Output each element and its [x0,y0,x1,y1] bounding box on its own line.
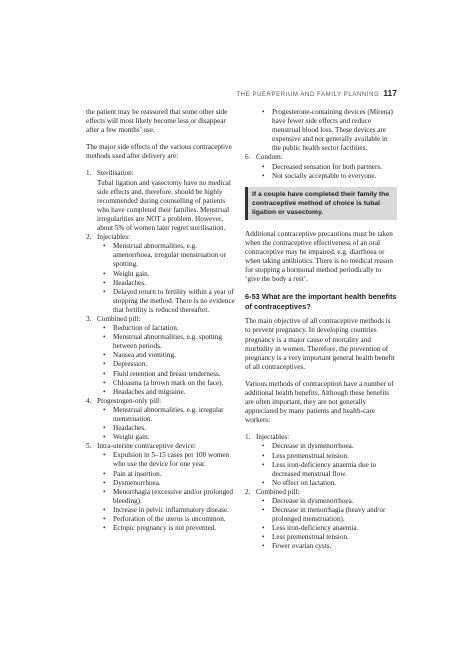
item-title: Progestogen-only pill: [97,396,162,405]
bullet-list [97,324,236,397]
numbered-item [86,233,236,315]
lead-paragraph: The major side effects of the various contraceptive methods used after delivery are: [86,143,232,161]
bullet-list [256,497,397,552]
bullet-item: • Fluid retention and breast tenderness. [97,370,236,379]
bullet-item: • Decrease in menorrhagia (heavy and/or prolonged menstruation). [256,506,397,524]
numbered-item [245,433,397,488]
item-number: 1. [245,433,251,442]
item-text: Tubal ligation and vasectomy have no medical side effects and, therefore, should be highly recommended during counselling of patients who have completed their families. Menstrual irregularities are NOT a problem. However, about 5% of women later regret sterilisation. [97,178,231,233]
bullet-item: • Menstrual abnormalities, e.g. irregular menstruation. [97,406,236,424]
bullet-item: • Fewer ovarian cysts. [256,542,397,551]
bullet-item: • Ectopic pregnancy is not prevented. [97,524,236,533]
right-column [245,108,397,552]
item-title: Intra-uterine contraceptive device: [97,442,196,451]
section-heading: 6-53 What are the important health benefits of contraceptives? [245,292,397,311]
bullet-list [97,451,236,533]
bullet-item: • Not socially acceptable to everyone. [256,172,397,181]
bullet-item: • Dysmenorrhoea. [97,479,236,488]
bullet-item: • Menorrhagia (excessive and/or prolonged bleeding). [97,488,236,506]
bullet-item: • Decreased sensation for both partners. [256,163,397,172]
bullet-item: • Less premenstrual tension. [256,533,397,542]
side-effects-list [86,169,236,533]
bullet-item: • Weight gain. [97,433,236,442]
item-title: Combined pill: [256,487,300,496]
bullet-list [97,406,236,442]
bullet-item: • Less iron-deficiency anaemia due to decreased menstrual flow. [256,461,397,479]
item-title: Sterilisation: [97,169,134,178]
bullet-item: • Reduction of lactation. [97,324,236,333]
header-title: THE PUERPERIUM AND FAMILY PLANNING [236,92,380,98]
numbered-item [86,442,236,533]
bullet-item: • Progesterone-containing devices (Mirena) have fewer side effects and reduce menstrual blood loss. These devices are expensive and not generally available in the public health sector facilities. [256,108,397,153]
bullet-list [256,163,397,181]
iucd-continued-list [256,108,397,153]
bullet-item: • Less iron-deficiency anaemia. [256,524,397,533]
benefits-paragraph: Various methods of contraception have a number of additional health benefits. Although these benefits are often important, they are not generally appreciated by many patients and health-care workers: [245,379,394,425]
bullet-item: • Headaches. [97,279,236,288]
bullet-item: • Headaches. [97,424,236,433]
item-number: 2. [86,233,92,242]
bullet-item: • Delayed return to fertility within a year of stopping the method. There is no evidence that fertility is reduced thereafter. [97,288,236,315]
page-number: 117 [383,88,397,98]
item-title: Combined pill: [97,314,141,323]
bullet-item: • No effect on lactation. [256,479,397,488]
item-number: 3. [86,314,92,323]
bullet-item: • Increase in pelvic inflammatory disease. [97,506,236,515]
left-column [86,108,236,533]
item-number: 1. [86,169,92,178]
item-title: Injectables: [97,233,131,242]
item-title: Injectables: [256,433,290,442]
numbered-item [86,315,236,397]
bullet-list [256,442,397,487]
callout-box: If a couple have completed their family the contraceptive method of choice is tubal ligation or vasectomy. [245,187,397,220]
bullet-item: • Decrease in dysmenorrhoea. [256,442,397,451]
bullet-item: • Weight gain. [97,270,236,279]
condom-list [245,153,397,180]
numbered-item [245,153,397,180]
numbered-item [86,169,236,233]
bullet-item: • Less premenstrual tension. [256,452,397,461]
benefits-list [245,433,397,551]
numbered-item [245,488,397,552]
bullet-item: • Depression. [97,360,236,369]
bullet-item: • Menstrual abnormalities, e.g. amenorrhoea, irregular menstruation or spotting. [97,242,236,269]
running-header [236,88,397,98]
bullet-item: • Pain at insertion. [97,470,236,479]
bullet-item: • Expulsion in 5–15 cases per 100 women who use the device for one year. [97,451,236,469]
item-number: 2. [245,487,251,496]
bullet-item: • Nausea and vomiting. [97,351,236,360]
item-number: 6. [245,153,251,162]
bullet-item: • Chloasma (a brown mark on the face). [97,379,236,388]
bullet-item: • Perforation of the uterus is uncommon. [97,515,236,524]
item-number: 4. [86,396,92,405]
item-number: 5. [86,442,92,451]
numbered-item [86,397,236,442]
bullet-item: • Menstrual abnormalities, e.g. spotting between periods. [97,333,236,351]
bullet-item: • Decrease in dysmenorrhoea. [256,497,397,506]
bullet-list [97,242,236,315]
objective-paragraph: The main objective of all contraceptive methods is to prevent pregnancy. In developing countries pregnancy is a major cause of mortality and morbidity in women. Therefore, the prevention of pregnancy is a very important general health benefit of all contraceptives. [245,317,395,371]
item-title: Condom: [256,153,283,162]
bullet-item: • Headaches and migraine. [97,388,236,397]
intro-paragraph: the patient may be reassured that some other side effects will most likely become less or disappear after a few months’ use. [86,108,228,135]
precautions-paragraph: Additional contraceptive precautions must be taken when the contraceptive effectiveness of an oral contraceptive may be impaired, e.g. diarrhoea or when taking antibiotics. There is no medical reason for stopping a hormonal method periodically to ‘give the body a rest’. [245,229,393,284]
